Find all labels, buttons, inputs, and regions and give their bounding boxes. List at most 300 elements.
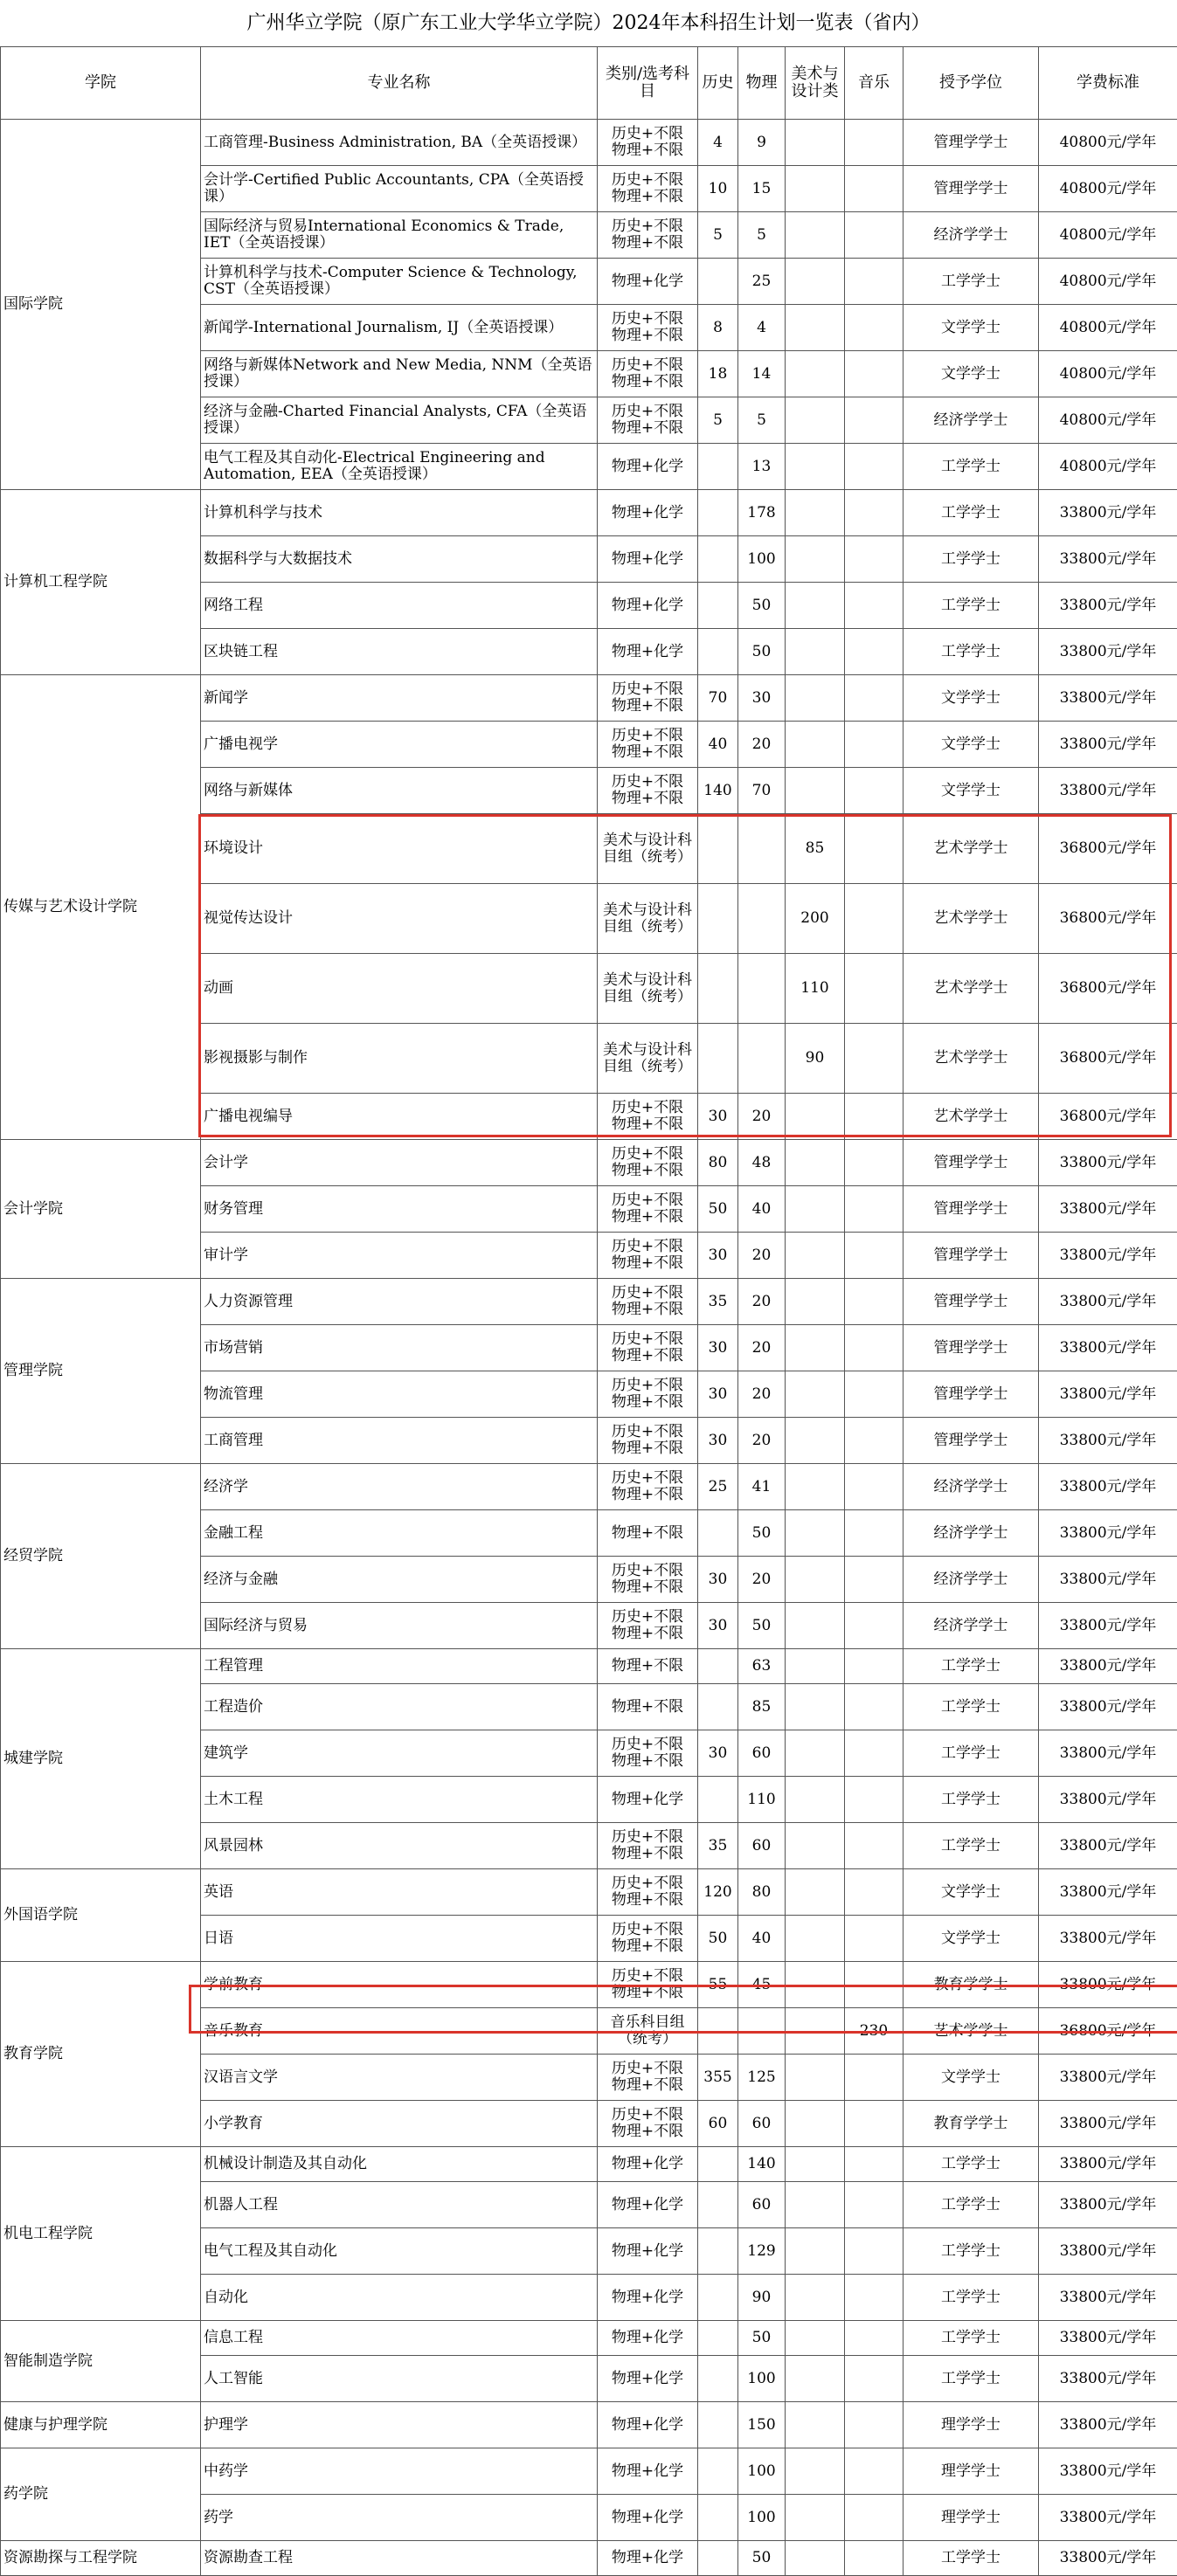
fee-cell: 40800元/学年 [1039,259,1177,305]
physics-count-cell: 100 [738,2356,786,2402]
degree-cell: 工学学士 [904,1730,1039,1777]
subject-cell: 历史+不限 物理+不限 [598,1730,698,1777]
major-cell: 数据科学与大数据技术 [201,536,598,583]
physics-count-cell [738,884,786,954]
art-count-cell [786,2101,845,2147]
physics-count-cell: 80 [738,1869,786,1916]
history-count-cell: 120 [698,1869,738,1916]
degree-cell: 管理学学士 [904,120,1039,166]
subject-cell: 物理+不限 [598,1684,698,1730]
art-count-cell [786,1916,845,1962]
music-count-cell [845,305,904,351]
art-count-cell [786,1869,845,1916]
college-cell: 教育学院 [1,1962,201,2147]
fee-cell: 33800元/学年 [1039,722,1177,768]
major-cell: 财务管理 [201,1186,598,1233]
physics-count-cell: 5 [738,212,786,259]
music-count-cell [845,259,904,305]
header-major: 专业名称 [201,47,598,120]
degree-cell: 工学学士 [904,1684,1039,1730]
fee-cell: 33800元/学年 [1039,2228,1177,2275]
fee-cell: 33800元/学年 [1039,1869,1177,1916]
major-cell: 日语 [201,1916,598,1962]
subject-cell: 物理+化学 [598,2275,698,2321]
music-count-cell [845,884,904,954]
degree-cell: 管理学学士 [904,1140,1039,1186]
music-count-cell [845,2541,904,2576]
physics-count-cell: 20 [738,1557,786,1603]
subject-cell: 历史+不限 物理+不限 [598,1279,698,1325]
physics-count-cell: 20 [738,1279,786,1325]
subject-cell: 美术与设计科目组（统考） [598,814,698,884]
subject-cell: 物理+化学 [598,2228,698,2275]
art-count-cell [786,2055,845,2101]
music-count-cell [845,2182,904,2228]
degree-cell: 艺术学学士 [904,1094,1039,1140]
header-art: 美术与设计类 [786,47,845,120]
fee-cell: 36800元/学年 [1039,884,1177,954]
physics-count-cell: 4 [738,305,786,351]
table-row [1,490,1177,536]
history-count-cell: 40 [698,722,738,768]
subject-cell: 物理+化学 [598,444,698,490]
subject-cell: 物理+化学 [598,629,698,675]
degree-cell: 艺术学学士 [904,1024,1039,1094]
major-cell: 国际经济与贸易International Economics & Trade, IET（全英语授课） [201,212,598,259]
subject-cell: 历史+不限 物理+不限 [598,1371,698,1418]
subject-cell: 美术与设计科目组（统考） [598,954,698,1024]
subject-cell: 历史+不限 物理+不限 [598,1464,698,1510]
subject-cell: 物理+化学 [598,2147,698,2182]
major-cell: 工程造价 [201,1684,598,1730]
subject-cell: 历史+不限 物理+不限 [598,1233,698,1279]
major-cell: 经济与金融 [201,1557,598,1603]
physics-count-cell [738,954,786,1024]
fee-cell: 33800元/学年 [1039,2448,1177,2495]
art-count-cell [786,259,845,305]
music-count-cell [845,1684,904,1730]
major-cell: 会计学-Certified Public Accountants, CPA（全英语授课） [201,166,598,212]
fee-cell: 33800元/学年 [1039,2402,1177,2448]
physics-count-cell: 41 [738,1464,786,1510]
art-count-cell [786,490,845,536]
music-count-cell [845,2402,904,2448]
music-count-cell: 230 [845,2008,904,2055]
music-count-cell [845,351,904,397]
physics-count-cell: 20 [738,1094,786,1140]
fee-cell: 33800元/学年 [1039,1962,1177,2008]
art-count-cell [786,1557,845,1603]
physics-count-cell: 60 [738,2101,786,2147]
degree-cell: 工学学士 [904,583,1039,629]
art-count-cell [786,2356,845,2402]
major-cell: 汉语言文学 [201,2055,598,2101]
degree-cell: 文学学士 [904,2055,1039,2101]
degree-cell: 工学学士 [904,259,1039,305]
table-row [1,2541,1177,2576]
fee-cell: 33800元/学年 [1039,1510,1177,1557]
art-count-cell [786,2495,845,2541]
degree-cell: 教育学学士 [904,2101,1039,2147]
degree-cell: 文学学士 [904,675,1039,722]
fee-cell: 33800元/学年 [1039,1603,1177,1649]
art-count-cell [786,166,845,212]
degree-cell: 管理学学士 [904,166,1039,212]
history-count-cell [698,536,738,583]
history-count-cell: 10 [698,166,738,212]
physics-count-cell: 20 [738,1325,786,1371]
college-cell: 国际学院 [1,120,201,490]
fee-cell: 33800元/学年 [1039,2147,1177,2182]
fee-cell: 33800元/学年 [1039,1916,1177,1962]
subject-cell: 历史+不限 物理+不限 [598,1325,698,1371]
subject-cell: 物理+化学 [598,2182,698,2228]
history-count-cell [698,2402,738,2448]
degree-cell: 管理学学士 [904,1325,1039,1371]
art-count-cell [786,2147,845,2182]
subject-cell: 音乐科目组（统考） [598,2008,698,2055]
art-count-cell: 110 [786,954,845,1024]
degree-cell: 工学学士 [904,2147,1039,2182]
music-count-cell [845,2448,904,2495]
art-count-cell [786,2228,845,2275]
history-count-cell [698,1649,738,1684]
degree-cell: 经济学学士 [904,397,1039,444]
degree-cell: 经济学学士 [904,1510,1039,1557]
major-cell: 工商管理 [201,1418,598,1464]
history-count-cell: 4 [698,120,738,166]
subject-cell: 历史+不限 物理+不限 [598,1094,698,1140]
art-count-cell [786,1649,845,1684]
fee-cell: 40800元/学年 [1039,351,1177,397]
major-cell: 影视摄影与制作 [201,1024,598,1094]
college-cell: 传媒与艺术设计学院 [1,675,201,1140]
subject-cell: 物理+化学 [598,1777,698,1823]
college-cell: 智能制造学院 [1,2321,201,2402]
degree-cell: 工学学士 [904,2275,1039,2321]
art-count-cell [786,2541,845,2576]
physics-count-cell: 20 [738,1418,786,1464]
document-title: 广州华立学院（原广东工业大学华立学院）2024年本科招生计划一览表（省内） [0,0,1177,46]
art-count-cell [786,722,845,768]
art-count-cell [786,1823,845,1869]
table-row [1,1649,1177,1684]
fee-cell: 33800元/学年 [1039,675,1177,722]
physics-count-cell: 15 [738,166,786,212]
physics-count-cell: 125 [738,2055,786,2101]
major-cell: 金融工程 [201,1510,598,1557]
degree-cell: 理学学士 [904,2402,1039,2448]
subject-cell: 物理+化学 [598,536,698,583]
subject-cell: 历史+不限 物理+不限 [598,166,698,212]
art-count-cell [786,2448,845,2495]
history-count-cell: 30 [698,1730,738,1777]
subject-cell: 物理+化学 [598,2402,698,2448]
subject-cell: 历史+不限 物理+不限 [598,212,698,259]
art-count-cell [786,1094,845,1140]
subject-cell: 历史+不限 物理+不限 [598,1823,698,1869]
art-count-cell [786,212,845,259]
music-count-cell [845,1371,904,1418]
subject-cell: 物理+化学 [598,2495,698,2541]
subject-cell: 历史+不限 物理+不限 [598,1186,698,1233]
major-cell: 风景园林 [201,1823,598,1869]
art-count-cell [786,768,845,814]
fee-cell: 33800元/学年 [1039,768,1177,814]
fee-cell: 33800元/学年 [1039,2321,1177,2356]
major-cell: 学前教育 [201,1962,598,2008]
art-count-cell [786,536,845,583]
subject-cell: 美术与设计科目组（统考） [598,884,698,954]
degree-cell: 工学学士 [904,490,1039,536]
degree-cell: 艺术学学士 [904,2008,1039,2055]
music-count-cell [845,1024,904,1094]
header-degree: 授予学位 [904,47,1039,120]
degree-cell: 管理学学士 [904,1186,1039,1233]
subject-cell: 物理+化学 [598,2356,698,2402]
physics-count-cell: 50 [738,2541,786,2576]
fee-cell: 33800元/学年 [1039,1233,1177,1279]
music-count-cell [845,1649,904,1684]
art-count-cell [786,1418,845,1464]
college-cell: 机电工程学院 [1,2147,201,2321]
header-row [1,47,1177,120]
physics-count-cell: 48 [738,1140,786,1186]
major-cell: 网络与新媒体 [201,768,598,814]
music-count-cell [845,444,904,490]
major-cell: 小学教育 [201,2101,598,2147]
fee-cell: 33800元/学年 [1039,2356,1177,2402]
music-count-cell [845,2228,904,2275]
fee-cell: 33800元/学年 [1039,2541,1177,2576]
major-cell: 物流管理 [201,1371,598,1418]
art-count-cell: 200 [786,884,845,954]
major-cell: 动画 [201,954,598,1024]
subject-cell: 历史+不限 物理+不限 [598,1418,698,1464]
music-count-cell [845,768,904,814]
physics-count-cell: 50 [738,1510,786,1557]
subject-cell: 历史+不限 物理+不限 [598,722,698,768]
major-cell: 经济与金融-Charted Financial Analysts, CFA（全英语授课） [201,397,598,444]
art-count-cell [786,2008,845,2055]
history-count-cell: 55 [698,1962,738,2008]
fee-cell: 33800元/学年 [1039,1823,1177,1869]
enrollment-plan-table [0,46,1177,2576]
fee-cell: 33800元/学年 [1039,2182,1177,2228]
degree-cell: 艺术学学士 [904,954,1039,1024]
table-row [1,120,1177,166]
degree-cell: 经济学学士 [904,1603,1039,1649]
degree-cell: 管理学学士 [904,1371,1039,1418]
physics-count-cell: 50 [738,2321,786,2356]
table-body [1,120,1177,2576]
music-count-cell [845,1279,904,1325]
music-count-cell [845,814,904,884]
table-row [1,2402,1177,2448]
subject-cell: 历史+不限 物理+不限 [598,1962,698,2008]
subject-cell: 历史+不限 物理+不限 [598,1869,698,1916]
subject-cell: 物理+化学 [598,259,698,305]
header-music: 音乐 [845,47,904,120]
fee-cell: 36800元/学年 [1039,954,1177,1024]
degree-cell: 工学学士 [904,444,1039,490]
major-cell: 区块链工程 [201,629,598,675]
college-cell: 城建学院 [1,1649,201,1869]
degree-cell: 文学学士 [904,722,1039,768]
history-count-cell: 18 [698,351,738,397]
history-count-cell [698,1777,738,1823]
physics-count-cell: 60 [738,2182,786,2228]
degree-cell: 工学学士 [904,1823,1039,1869]
art-count-cell [786,2402,845,2448]
physics-count-cell: 13 [738,444,786,490]
physics-count-cell: 5 [738,397,786,444]
college-cell: 计算机工程学院 [1,490,201,675]
history-count-cell [698,814,738,884]
history-count-cell: 25 [698,1464,738,1510]
physics-count-cell: 20 [738,1371,786,1418]
fee-cell: 33800元/学年 [1039,2101,1177,2147]
music-count-cell [845,675,904,722]
music-count-cell [845,2321,904,2356]
subject-cell: 历史+不限 物理+不限 [598,120,698,166]
history-count-cell [698,1024,738,1094]
degree-cell: 工学学士 [904,1649,1039,1684]
major-cell: 会计学 [201,1140,598,1186]
physics-count-cell: 9 [738,120,786,166]
history-count-cell: 30 [698,1371,738,1418]
physics-count-cell: 50 [738,629,786,675]
fee-cell: 33800元/学年 [1039,1464,1177,1510]
subject-cell: 历史+不限 物理+不限 [598,675,698,722]
degree-cell: 艺术学学士 [904,814,1039,884]
physics-count-cell: 129 [738,2228,786,2275]
music-count-cell [845,212,904,259]
art-count-cell [786,2275,845,2321]
degree-cell: 艺术学学士 [904,884,1039,954]
art-count-cell [786,1371,845,1418]
physics-count-cell: 100 [738,2495,786,2541]
physics-count-cell: 50 [738,1603,786,1649]
music-count-cell [845,1823,904,1869]
degree-cell: 经济学学士 [904,1557,1039,1603]
fee-cell: 36800元/学年 [1039,2008,1177,2055]
major-cell: 土木工程 [201,1777,598,1823]
college-cell: 健康与护理学院 [1,2402,201,2448]
art-count-cell: 85 [786,814,845,884]
college-cell: 药学院 [1,2448,201,2541]
degree-cell: 工学学士 [904,2356,1039,2402]
music-count-cell [845,2275,904,2321]
music-count-cell [845,490,904,536]
art-count-cell [786,397,845,444]
major-cell: 视觉传达设计 [201,884,598,954]
header-subject: 类别/选考科目 [598,47,698,120]
degree-cell: 教育学学士 [904,1962,1039,2008]
table-row [1,1279,1177,1325]
fee-cell: 40800元/学年 [1039,444,1177,490]
history-count-cell [698,2356,738,2402]
history-count-cell [698,2228,738,2275]
art-count-cell [786,2182,845,2228]
subject-cell: 历史+不限 物理+不限 [598,1140,698,1186]
table-row [1,2321,1177,2356]
history-count-cell: 50 [698,1186,738,1233]
fee-cell: 36800元/学年 [1039,814,1177,884]
music-count-cell [845,1916,904,1962]
major-cell: 新闻学-International Journalism, IJ（全英语授课） [201,305,598,351]
music-count-cell [845,1557,904,1603]
music-count-cell [845,1603,904,1649]
major-cell: 工程管理 [201,1649,598,1684]
music-count-cell [845,722,904,768]
subject-cell: 历史+不限 物理+不限 [598,305,698,351]
header-physics: 物理 [738,47,786,120]
history-count-cell: 30 [698,1557,738,1603]
art-count-cell [786,1684,845,1730]
art-count-cell [786,305,845,351]
subject-cell: 美术与设计科目组（统考） [598,1024,698,1094]
art-count-cell [786,1464,845,1510]
major-cell: 工商管理-Business Administration, BA（全英语授课） [201,120,598,166]
music-count-cell [845,1510,904,1557]
major-cell: 英语 [201,1869,598,1916]
degree-cell: 理学学士 [904,2448,1039,2495]
subject-cell: 历史+不限 物理+不限 [598,1916,698,1962]
degree-cell: 工学学士 [904,2541,1039,2576]
table-row [1,1140,1177,1186]
physics-count-cell: 100 [738,2448,786,2495]
major-cell: 网络与新媒体Network and New Media, NNM（全英语授课） [201,351,598,397]
major-cell: 音乐教育 [201,2008,598,2055]
degree-cell: 工学学士 [904,1777,1039,1823]
history-count-cell [698,2541,738,2576]
fee-cell: 33800元/学年 [1039,1557,1177,1603]
art-count-cell [786,1730,845,1777]
physics-count-cell: 20 [738,722,786,768]
major-cell: 审计学 [201,1233,598,1279]
fee-cell: 33800元/学年 [1039,2495,1177,2541]
physics-count-cell: 70 [738,768,786,814]
major-cell: 人工智能 [201,2356,598,2402]
degree-cell: 经济学学士 [904,212,1039,259]
major-cell: 网络工程 [201,583,598,629]
music-count-cell [845,1094,904,1140]
art-count-cell [786,1603,845,1649]
fee-cell: 33800元/学年 [1039,1325,1177,1371]
subject-cell: 物理+化学 [598,583,698,629]
physics-count-cell: 63 [738,1649,786,1684]
physics-count-cell [738,1024,786,1094]
history-count-cell [698,259,738,305]
major-cell: 药学 [201,2495,598,2541]
history-count-cell [698,2147,738,2182]
physics-count-cell: 90 [738,2275,786,2321]
physics-count-cell [738,2008,786,2055]
physics-count-cell: 60 [738,1823,786,1869]
history-count-cell: 5 [698,397,738,444]
subject-cell: 物理+化学 [598,490,698,536]
degree-cell: 管理学学士 [904,1279,1039,1325]
college-cell: 外国语学院 [1,1869,201,1962]
fee-cell: 33800元/学年 [1039,490,1177,536]
art-count-cell [786,1962,845,2008]
music-count-cell [845,1464,904,1510]
music-count-cell [845,2101,904,2147]
music-count-cell [845,1325,904,1371]
music-count-cell [845,1186,904,1233]
fee-cell: 33800元/学年 [1039,583,1177,629]
